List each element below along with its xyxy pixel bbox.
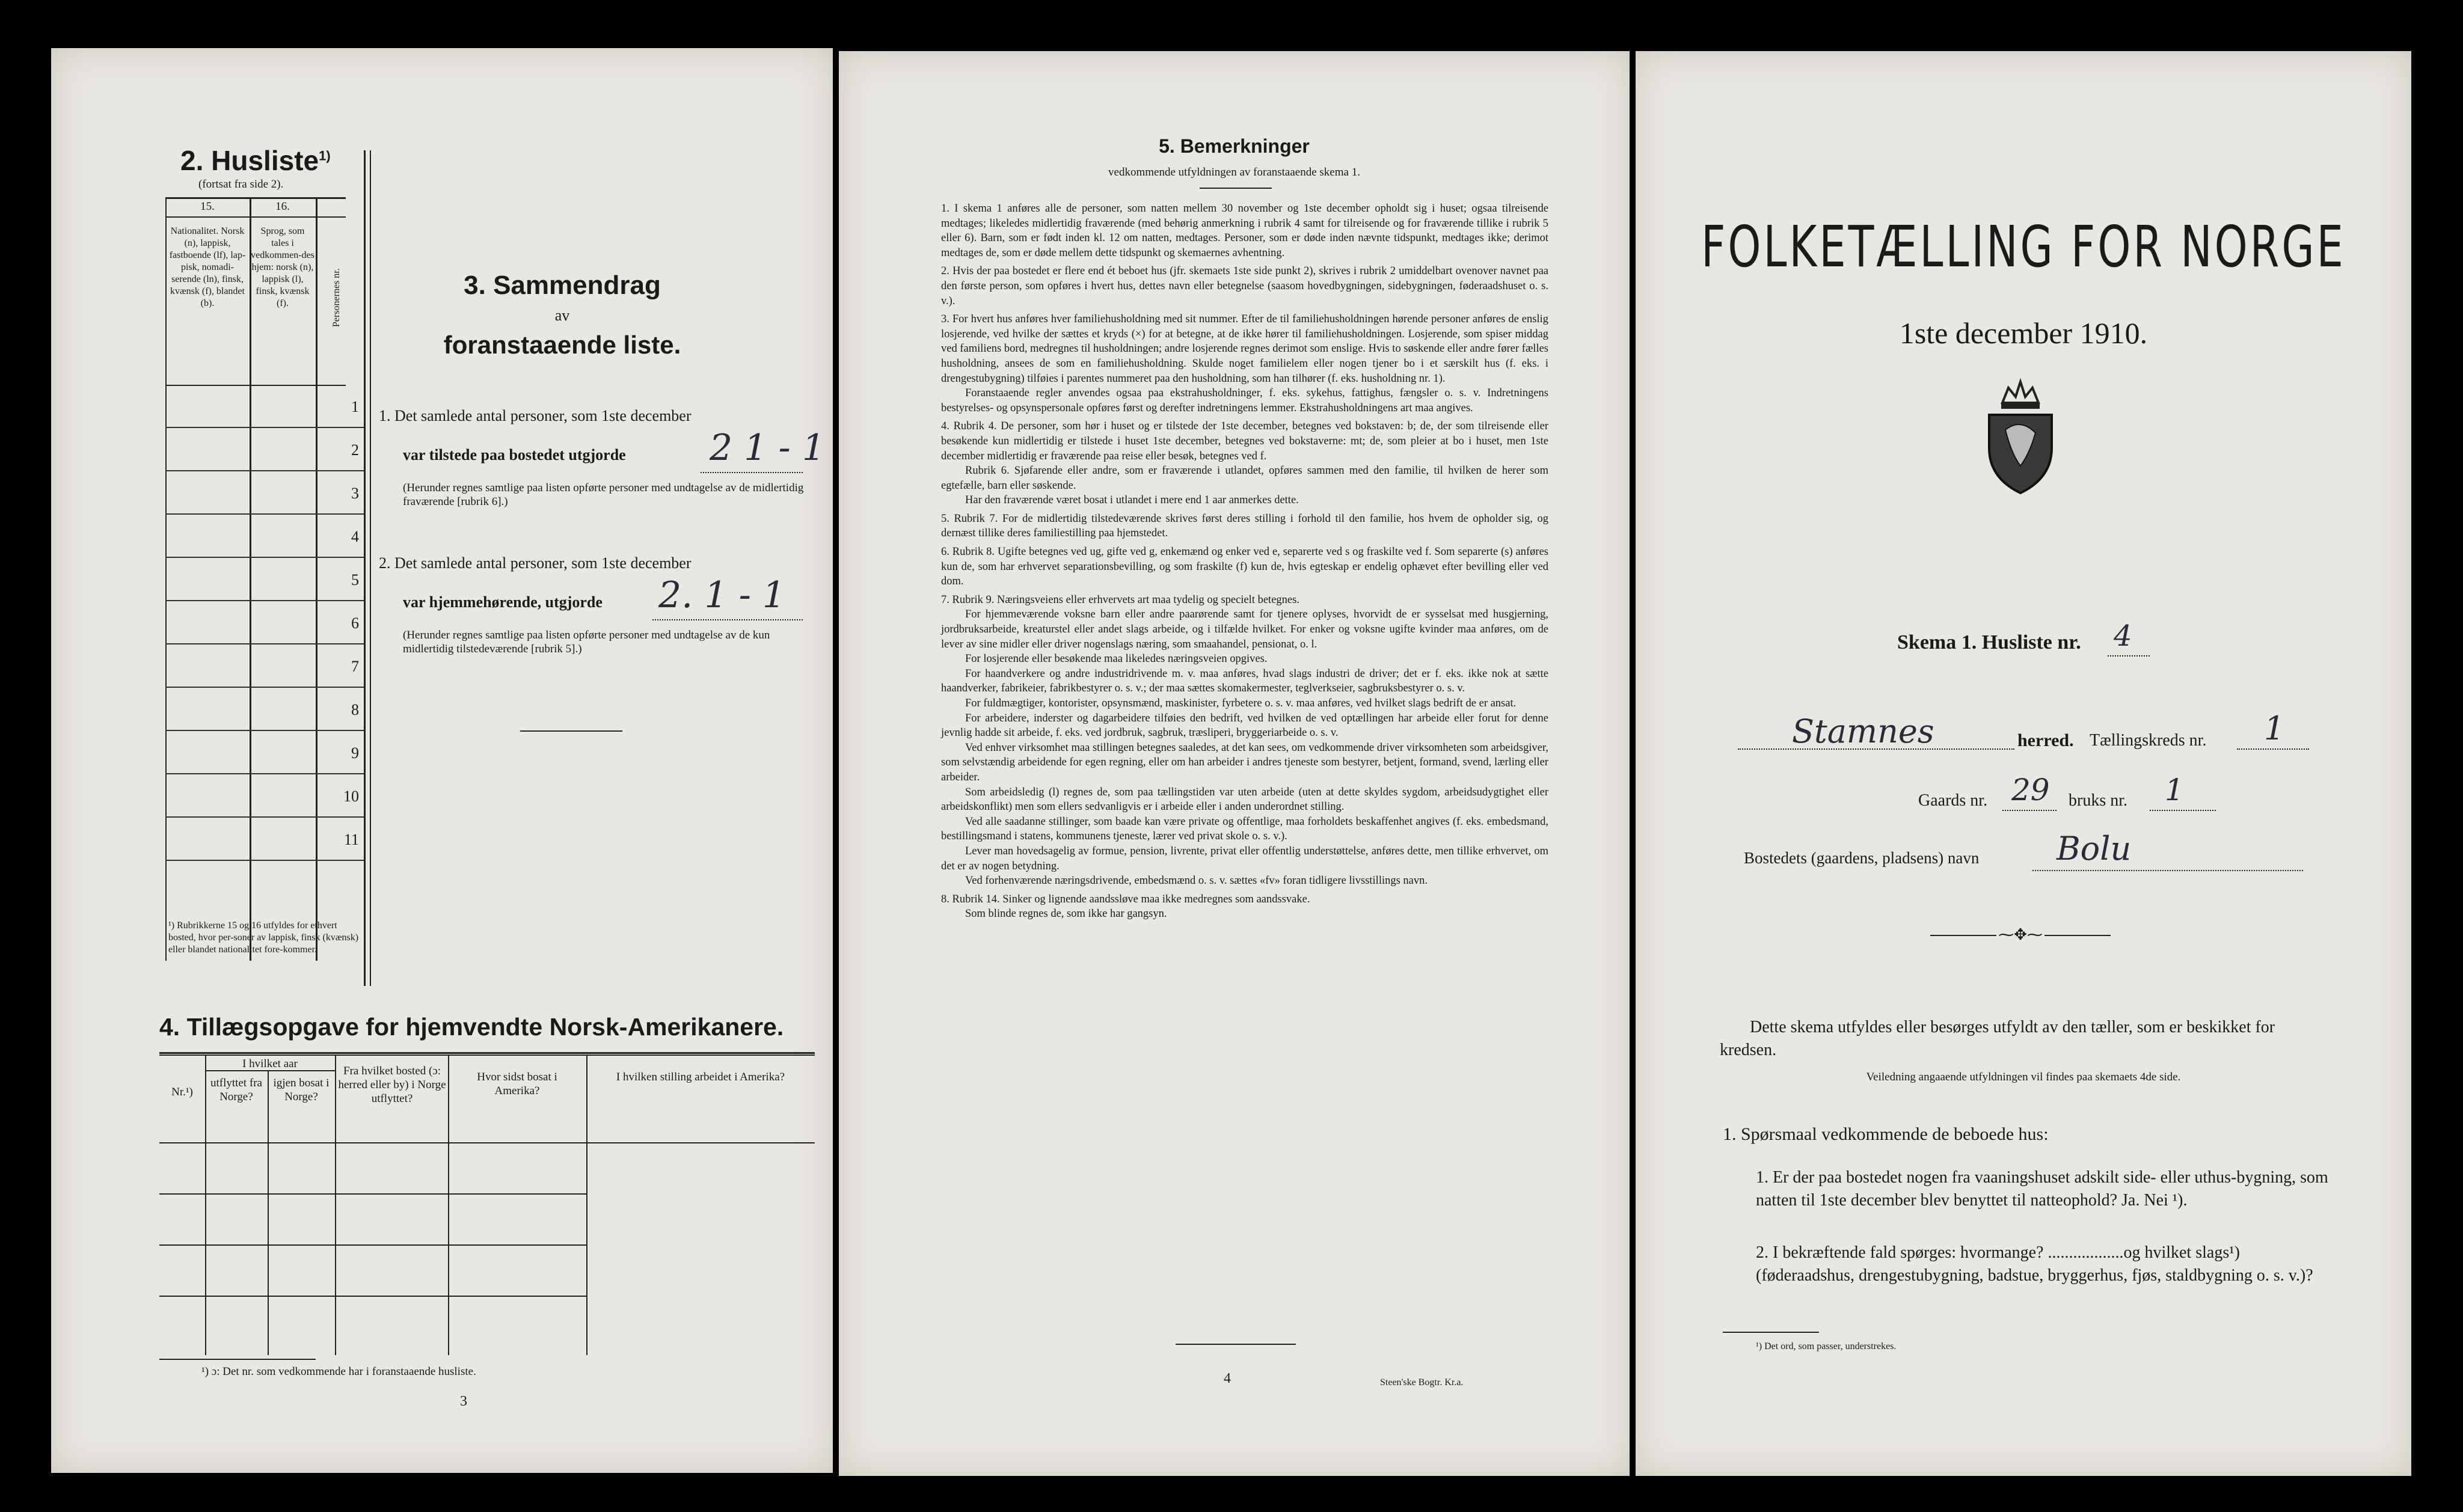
bruks-value: 1 [2165, 773, 2184, 807]
page-number-3: 3 [460, 1394, 467, 1409]
remark-paragraph: For fuldmægtiger, kontorister, opsynsmænd, maskinister, fyrbetere o. s. v. maa anføres, ved hvilket slags bedrift de er ansat. [965, 697, 1517, 709]
page-right [1636, 51, 2411, 1476]
tillaeg-title: 4. Tillægsopgave for hjemvendte Norsk-Amerikanere. [159, 1013, 784, 1041]
kreds-label: Tællingskreds nr. [2090, 731, 2207, 750]
herred-label: herred. [2017, 730, 2074, 750]
table-row: 6 [165, 601, 364, 644]
skema-label: Skema 1. Husliste nr. [1897, 631, 2081, 653]
remark-paragraph: Ved alle saadanne stillinger, som baade kan være private og offentlige, maa forholdets beskaffenhet angives (f. eks. embedsmand, bestillingsmand i statens, kommunens tjeneste, lærer ved privat skole o. s. v.). [941, 815, 1548, 843]
sammendrag-title: 3. Sammendrag [464, 271, 661, 300]
remark-paragraph: Foranstaaende regler anvendes ogsaa paa ekstrahusholdninger, f. eks. sykehus, fattighus, fængsler o. s. v. Indretningens bestyrelses- og opsynspersonale opføres først og derefter indretningens lemmer. Ekstrahusholdningens art maa angives. [941, 387, 1548, 414]
page-middle [839, 51, 1630, 1476]
remark-paragraph: 7. Rubrik 9. Næringsveiens eller erhvervets art maa tydelig og specielt betegnes. [941, 593, 1299, 606]
remark-paragraph: 3. For hvert hus anføres hver familiehusholdning med sit nummer. Efter de til familiehusholdningen hørende personer anføres de enslig losjerende, ved hvilke der sættes et kryds (×) for at betegne, at de ikke hører til familiehusholdningen. Losjerende, som spiser middag ved familiens bord, medregnes til husholdningen; andre losjerende regnes derimot som enslige. Hvis to søskende eller andre fører fælles husholdning, ansees de som en familiehusholdning. Skulde noget familielem eller nogen tjener bo i et særskilt hus (f. eks. i drengestubygning) tilføies i parentes nummeret paa den husholdning, som han tilhører (f. eks. husholdning nr. 1). [941, 313, 1548, 385]
sammendrag-item1-value: 2 1 - 1 [710, 427, 826, 469]
bosted-label: Bostedets (gaardens, pladsens) navn [1744, 849, 1980, 867]
remark-paragraph: 6. Rubrik 8. Ugifte betegnes ved ug, gifte ved g, enkemænd og enker ved e, separerte ved s og fraskilte ved f. Som separerte (s) anføres kun de, som har erhvervet separationsbevilling, og som fraskilte (f) kun de, hvis egteskap er endelig ophævet efter bevilling eller ved dom. [941, 546, 1548, 588]
table-row: 1 [165, 385, 364, 428]
remark-paragraph: 4. Rubrik 4. De personer, som hør i huset og er tilstede der 1ste december, betegnes ved bokstaven: b; de, der som tilreisende eller besøkende kun midlertidig er tilstede i huset 1ste december, betegnes ved bokstaverne: mt; de, som pleier at bo i huset, men 1ste december midlertidig er fraværende paa reise eller besøk, betegnes ved f. [941, 420, 1548, 462]
table-row: 2 [165, 428, 364, 471]
remark-paragraph: For losjerende eller besøkende maa likeledes næringsveien opgives. [965, 653, 1268, 666]
remark-paragraph: For arbeidere, inderster og dagarbeidere tilføies den bedrift, ved hvilken de ved optællingen har arbeide eller forut for denne jevnlig hadde sit arbeide, f. eks. ved jordbruk, sagbruk, træsliperi, bryggeriarbeide o. s. v. [941, 712, 1548, 739]
tillaeg-col-hvor: Hvor sidst bosat i Amerika? [477, 1071, 557, 1097]
tillaeg-col-nr: Nr.¹) [171, 1086, 193, 1098]
table-row: 5 [165, 558, 364, 601]
herred-value: Stamnes [1792, 712, 1934, 750]
census-date: 1ste december 1910. [1899, 316, 2148, 350]
remark-paragraph: For haandverkere og andre industridrivende m. v. maa anføres, hvad slags industri de driver; det er f. eks. ikke nok at sætte haandverker, fabrikeier, fabrikbestyrer o. s. v.; der maa sættes skomakermester, teglverkseier, sagbruksbestyrer o. s. v. [941, 667, 1548, 695]
remark-paragraph: Lever man hovedsagelig av formue, pension, livrente, privat eller offentlig understøttelse, anføres dette, men tillike erhvervet, om det er av nogen betydning. [941, 845, 1548, 872]
tillaeg-footnote: ¹) ɔ: Det nr. som vedkommende har i foranstaaende husliste. [201, 1365, 476, 1378]
remark-paragraph: 5. Rubrik 7. For de midlertidig tilstedeværende skrives først deres stilling i forhold til den familie, hos hvem de opholder sig, og dernæst tillike deres familiestilling paa hjemstedet. [941, 512, 1548, 540]
bemerkninger-body [941, 201, 1548, 922]
sammendrag-item1-note: (Herunder regnes samtlige paa listen opførte personer med undtagelse av de midlertidig fraværende [rubrik 6].) [403, 482, 804, 508]
sammendrag-av: av [554, 307, 570, 324]
col-personer-header: Personernes nr. [331, 268, 342, 327]
skema-husliste-value: 4 [2114, 619, 2132, 653]
table-row: 10 [165, 774, 364, 818]
table-row: 9 [165, 731, 364, 774]
question-2: 2. I bekræftende fald spørges: hvormange? ..................og hvilket slags¹) (føderaadshus, drengestubygning, badstue, bryggerhus, fjøs, staldbygning o. s. v.)? [1756, 1243, 2313, 1285]
coat-of-arms-icon [1978, 376, 2063, 496]
bemerkninger-title: 5. Bemerkninger [1159, 135, 1310, 157]
census-title: FOLKETÆLLING FOR NORGE [1701, 213, 2346, 280]
kreds-value: 1 [2264, 709, 2285, 747]
col16-header: Sprog, som tales i vedkommen-des hjem: norsk (n), lappisk (l), finsk, kvænsk (f). [251, 226, 314, 308]
bruks-label: bruks nr. [2069, 791, 2127, 810]
col15-number: 15. [200, 200, 215, 213]
sammendrag-item2-value: 2. 1 - 1 [658, 574, 786, 616]
table-row: 7 [165, 644, 364, 688]
question-1: 1. Er der paa bostedet nogen fra vaaningshuset adskilt side- eller uthus-bygning, som natten til 1ste december blev benyttet til natteophold? Ja. Nei ¹). [1756, 1168, 2328, 1210]
sammendrag-item1-line1: 1. Det samlede antal personer, som 1ste december [379, 407, 692, 424]
tillaeg-col-group: I hvilket aar [242, 1057, 298, 1070]
table-row: 8 [165, 688, 364, 731]
remark-paragraph: 1. I skema 1 anføres alle de personer, som natten mellem 30 november og 1ste december opholdt sig i huset; ogsaa tilreisende medtages; likeledes midlertidig fraværende (med behørig anmerkning i rubrik 4 samt for tilreisende og for fraværende tillike i rubrik 5 eller 6). Barn, som er født inden kl. 12 om natten, medtages. Personer, som er døde inden nævnte tidspunkt, medtages ikke; derimot medtages de, som er døde mellem dette tidspunkt og skemaernes avhentning. [941, 203, 1548, 259]
printer-imprint: Steen'ske Bogtr. Kr.a. [1380, 1377, 1464, 1388]
sammendrag-item2-line2: var hjemmehørende, utgjorde [403, 593, 603, 611]
intro-note: Veiledning angaaende utfyldningen vil findes paa skemaets 4de side. [1866, 1071, 2181, 1083]
sammendrag-item2-line1: 2. Det samlede antal personer, som 1ste december [379, 554, 692, 572]
intro-text: Dette skema utfyldes eller besørges utfyldt av den tæller, som er beskikket for kredsen. [1720, 1018, 2275, 1059]
page-number-4: 4 [1224, 1371, 1231, 1386]
remark-paragraph: Som blinde regnes de, som ikke har gangsyn. [965, 908, 1167, 920]
remark-paragraph: Ved enhver virksomhet maa stillingen betegnes saaledes, at det kan sees, om vedkommende driver virksomheten som arbeidsgiver, som selvstændig arbeidende for egen regning, eller om han arbeider i andres tjeneste som bestyrer, betjent, formand, svend, lærling eller arbeider. [941, 741, 1548, 783]
bemerkninger-subtitle: vedkommende utfyldningen av foranstaaende skema 1. [1108, 166, 1360, 179]
table-row: 4 [165, 515, 364, 558]
tillaeg-col-fra: Fra hvilket bosted (ɔ: herred eller by) i Norge utflyttet? [338, 1065, 446, 1105]
remark-paragraph: 2. Hvis der paa bostedet er flere end ét beboet hus (jfr. skemaets 1ste side punkt 2), skrives i rubrik 2 umiddelbart ovenover navnet paa den første person, som opføres i hvert hus, dettes navn eller betegnelse (saasom hovedbygningen, sidebygningen, føderaadshuset o. s. v.). [941, 265, 1548, 307]
tillaeg-col-utflyttet: utflyttet fra Norge? [210, 1077, 262, 1103]
sammendrag-title2: foranstaaende liste. [443, 331, 681, 359]
husliste-rows [165, 385, 364, 861]
tillaeg-col-igjen: igjen bosat i Norge? [273, 1077, 330, 1103]
page-left [51, 48, 833, 1473]
remark-paragraph: Ved forhenværende næringsdrivende, embedsmænd o. s. v. sættes «fv» foran tidligere livsstillings navn. [965, 875, 1428, 887]
gaards-value: 29 [2011, 773, 2050, 807]
bosted-value: Bolu [2057, 830, 2132, 868]
question-heading: 1. Spørsmaal vedkommende de beboede hus: [1723, 1124, 2049, 1144]
husliste-subtitle: (fortsat fra side 2). [198, 178, 284, 191]
col15-header: Nationalitet. Norsk (n), lappisk, fastboende (lf), lap-pisk, nomadi-serende (ln), finsk, kvænsk (f), blandet (b). [169, 226, 246, 308]
table-row: 3 [165, 471, 364, 515]
gaards-label: Gaards nr. [1918, 791, 1988, 810]
tillaeg-col-stilling: I hvilken stilling arbeidet i Amerika? [616, 1071, 785, 1083]
husliste-footnote: ¹) Rubrikkerne 15 og 16 utfyldes for ethvert bosted, hvor per-soner av lappisk, finsk (kvænsk) eller blandet nationalitet fore-kommer. [168, 920, 359, 955]
page3-footnote: ¹) Det ord, som passer, understrekes. [1756, 1341, 1897, 1351]
sammendrag-item1-line2: var tilstede paa bostedet utgjorde [403, 446, 626, 464]
remark-paragraph: Har den fraværende været bosat i utlandet i mere end 1 aar anmerkes dette. [965, 494, 1299, 507]
col16-number: 16. [275, 200, 290, 213]
ornament-divider: ⁓✥⁓ [1998, 926, 2043, 943]
sammendrag-item2-note: (Herunder regnes samtlige paa listen opførte personer med undtagelse av de kun midlertidig tilstedeværende [rubrik 5].) [403, 629, 770, 655]
remark-paragraph: Rubrik 6. Sjøfarende eller andre, som er fraværende i utlandet, opføres sammen med den familie, til hvilken de herer som egtefælle, barn eller søskende. [941, 465, 1548, 492]
table-row: 11 [165, 818, 364, 861]
remark-paragraph: For hjemmeværende voksne barn eller andre paarørende samt for tjenere oplyses, hvorvidt de er sysselsat med husgjerning, jordbruksarbeide, kreaturstel eller andet slags arbeide, og i tilfælde hvilket. For enker og voksne ugifte kvinder maa anføres, om de lever av sine midler eller driver nogenslags næring, som smaahandel, pensionat, o. l. [941, 608, 1548, 650]
husliste-title: 2. Husliste$^{1)}$ [180, 145, 331, 176]
remark-paragraph: Som arbeidsledig (l) regnes de, som paa tællingstiden var uten arbeide (uten at dette skyldes sygdom, arbeidsudygtighet eller arbeidskonflikt) men som ellers sedvanligvis er i arbeide eller i anden underordnet stilling. [941, 786, 1548, 813]
remark-paragraph: 8. Rubrik 14. Sinker og lignende aandssløve maa ikke medregnes som aandssvake. [941, 893, 1310, 905]
